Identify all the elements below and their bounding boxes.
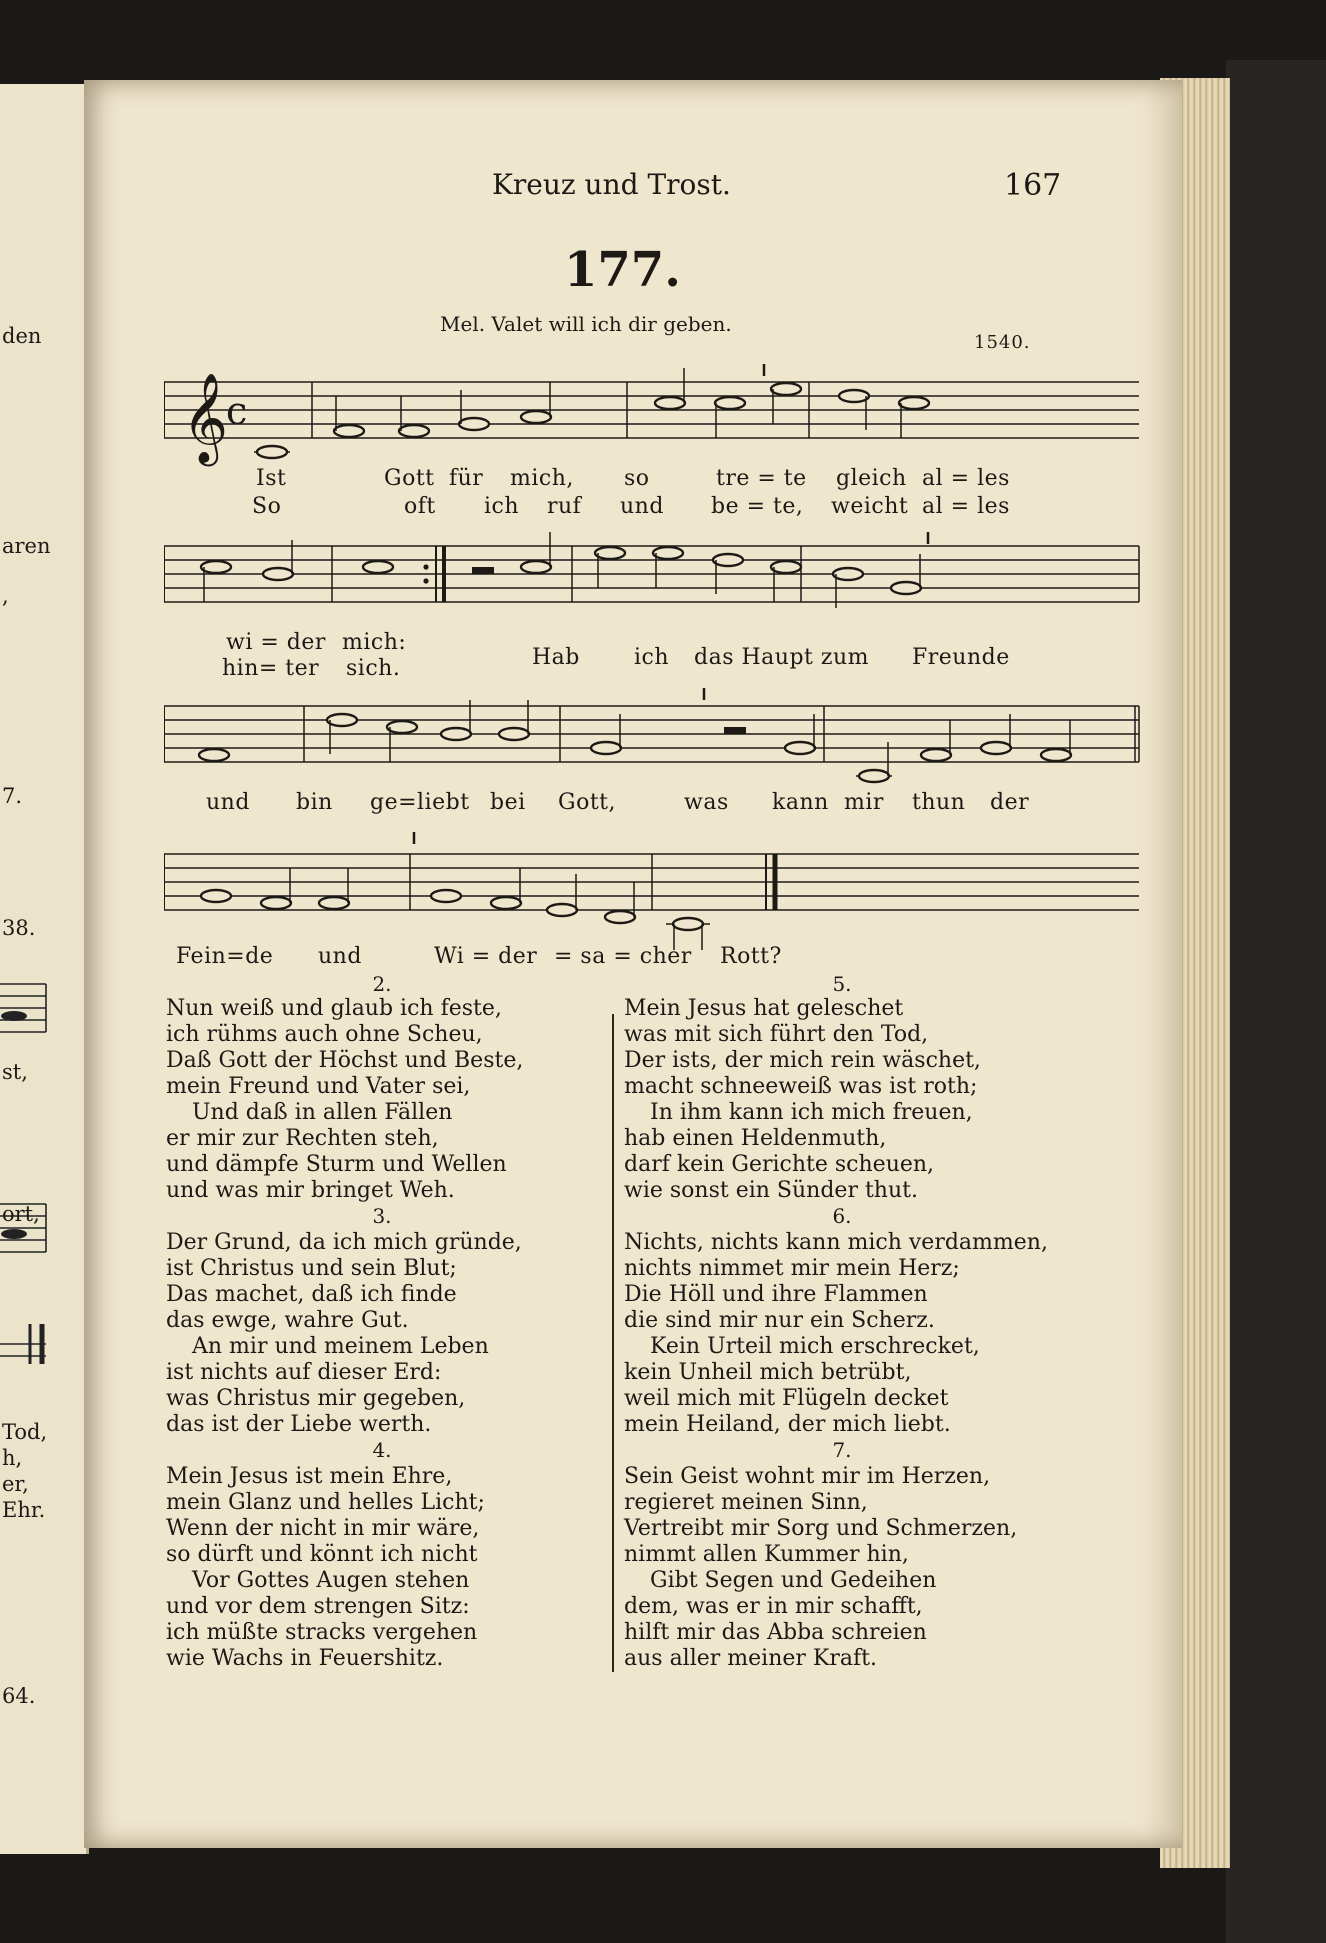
verse-line: und vor dem strengen Sitz: [166,1594,470,1619]
verse-line: ist nichts auf dieser Erd: [166,1360,442,1385]
verse-line: Und daß in allen Fällen [192,1100,453,1125]
lyric-word: mir [844,790,884,815]
hymn-year: 1540. [974,332,1031,353]
verse-line: In ihm kann ich mich freuen, [650,1100,973,1125]
music-staff-1 [164,360,1144,470]
verse-line: hab einen Heldenmuth, [624,1126,887,1151]
lyric-word: Rott? [720,944,782,969]
verse-line: weil mich mit Flügeln decket [624,1386,949,1411]
lyric-word: das Haupt zum [694,645,869,670]
left-fragment: ort, [2,1202,40,1226]
verse-line: mein Freund und Vater sei, [166,1074,471,1099]
lyric-word: was [684,790,729,815]
column-divider [612,1014,614,1672]
lyric-word: So [252,494,282,519]
verse-line: was Christus mir gegeben, [166,1386,466,1411]
left-fragment: st, [2,1060,28,1084]
left-page [0,84,89,1854]
lyric-word: bei [490,790,526,815]
verse-line: Daß Gott der Höchst und Beste, [166,1048,524,1073]
left-fragment: Ehr. [2,1498,46,1522]
left-staff-fragments [0,944,60,1364]
rest-icon [724,727,746,734]
lyric-word: weicht [831,494,909,519]
left-fragment: h, [2,1446,23,1470]
verse-line: das ewge, wahre Gut. [166,1308,409,1333]
page-number: 167 [1004,168,1062,203]
lyric-word: Wi = der [434,944,538,969]
verse-line: regieret meinen Sinn, [624,1490,868,1515]
lyric-word: wi = der [226,630,326,655]
common-time-icon: c [226,389,248,433]
lyric-word: der [990,790,1030,815]
lyric-word: Gott, [558,790,616,815]
melody-reference: Mel. Valet will ich dir geben. [440,312,732,336]
lyric-word: hin= ter [222,656,320,681]
verse-line: dem, was er in mir schafft, [624,1594,923,1619]
left-fragment: 38. [2,916,36,940]
verse-line: Nichts, nichts kann mich verdammen, [624,1230,1048,1255]
verse-line: Wenn der nicht in mir wäre, [166,1516,480,1541]
lyric-word: gleich [836,466,907,491]
verse-line: Der Grund, da ich mich gründe, [166,1230,522,1255]
verse-line: nichts nimmet mir mein Herz; [624,1256,960,1281]
music-staff-2 [164,532,1144,632]
verse-line: er mir zur Rechten steh, [166,1126,439,1151]
lyric-word: ich [634,645,670,670]
music-staff-3 [164,684,1144,794]
lyric-word: Gott [384,466,435,491]
left-fragment: 7. [2,784,23,808]
lyric-word: und [620,494,664,519]
lyric-word: al = les [922,494,1010,519]
verse-line: Gibt Segen und Gedeihen [650,1568,937,1593]
verse-number: 4. [372,1438,392,1462]
verse-line: Mein Jesus ist mein Ehre, [166,1464,453,1489]
left-fragment: 64. [2,1684,36,1708]
verse-line: aus aller meiner Kraft. [624,1646,877,1671]
verse-line: Vertreibt mir Sorg und Schmerzen, [624,1516,1018,1541]
verse-line: mein Heiland, der mich liebt. [624,1412,951,1437]
verse-number: 6. [832,1204,852,1228]
verse-line: macht schneeweiß was ist roth; [624,1074,978,1099]
lyric-word: und [206,790,250,815]
lyric-word: thun [912,790,966,815]
hymn-number: 177. [564,242,681,298]
lyric-word: bin [296,790,333,815]
verse-line: ich rühms auch ohne Scheu, [166,1022,483,1047]
verse-line: nimmt allen Kummer hin, [624,1542,909,1567]
verse-line: Vor Gottes Augen stehen [192,1568,470,1593]
verse-line: das ist der Liebe werth. [166,1412,432,1437]
lyric-word: mich, [510,466,574,491]
running-header-title: Kreuz und Trost. [492,168,731,201]
verse-line: ist Christus und sein Blut; [166,1256,457,1281]
verse-line: wie sonst ein Sünder thut. [624,1178,918,1203]
verse-line: Das machet, daß ich finde [166,1282,457,1307]
verse-line: hilft mir das Abba schreien [624,1620,927,1645]
lyric-word: = sa = cher [554,944,692,969]
rest-icon [472,567,494,574]
verse-line: Kein Urteil mich erschrecket, [650,1334,980,1359]
verse-line: An mir und meinem Leben [192,1334,489,1359]
lyric-word: Ist [256,466,287,491]
lyric-word: ruf [547,494,582,519]
right-page [84,80,1182,1848]
verse-line: Mein Jesus hat geleschet [624,996,904,1021]
lyric-word: ge=liebt [370,790,470,815]
verse-number: 3. [372,1204,392,1228]
verse-line: und was mir bringet Weh. [166,1178,455,1203]
treble-clef-icon: 𝄞 [182,373,229,463]
verse-line: ich müßte stracks vergehen [166,1620,478,1645]
lyric-word: ich [484,494,520,519]
verse-number: 5. [832,972,852,996]
lyric-word: kann [772,790,829,815]
lyric-word: und [318,944,362,969]
lyric-word: Hab [532,645,580,670]
lyric-word: so [624,466,650,491]
book-cover [1226,60,1326,1943]
verse-line: was mit sich führt den Tod, [624,1022,929,1047]
lyric-word: für [449,466,484,491]
verse-line: Die Höll und ihre Flammen [624,1282,928,1307]
lyric-word: Fein=de [176,944,274,969]
verse-line: mein Glanz und helles Licht; [166,1490,485,1515]
lyric-word: al = les [922,466,1010,491]
left-fragment: den [2,324,42,348]
lyric-word: mich: [342,630,407,655]
verse-number: 2. [372,972,392,996]
verse-line: darf kein Gerichte scheuen, [624,1152,935,1177]
verse-line: wie Wachs in Feuershitz. [166,1646,444,1671]
left-fragment: Tod, [2,1420,48,1444]
lyric-word: tre = te [716,466,807,491]
verse-line: so dürft und könnt ich nicht [166,1542,478,1567]
verse-line: und dämpfe Sturm und Wellen [166,1152,507,1177]
lyric-word: oft [404,494,436,519]
lyric-word: be = te, [711,494,804,519]
left-fragment: er, [2,1472,29,1496]
lyric-word: sich. [346,656,401,681]
lyric-word: Freunde [912,645,1010,670]
verse-number: 7. [832,1438,852,1462]
left-fragment: , [2,584,9,608]
verse-line: Der ists, der mich rein wäschet, [624,1048,981,1073]
music-staff-4 [164,832,1144,962]
verse-line: Nun weiß und glaub ich feste, [166,996,502,1021]
verse-line: die sind mir nur ein Scherz. [624,1308,935,1333]
verse-line: kein Unheil mich betrübt, [624,1360,912,1385]
verse-line: Sein Geist wohnt mir im Herzen, [624,1464,991,1489]
left-fragment: aren [2,534,51,558]
